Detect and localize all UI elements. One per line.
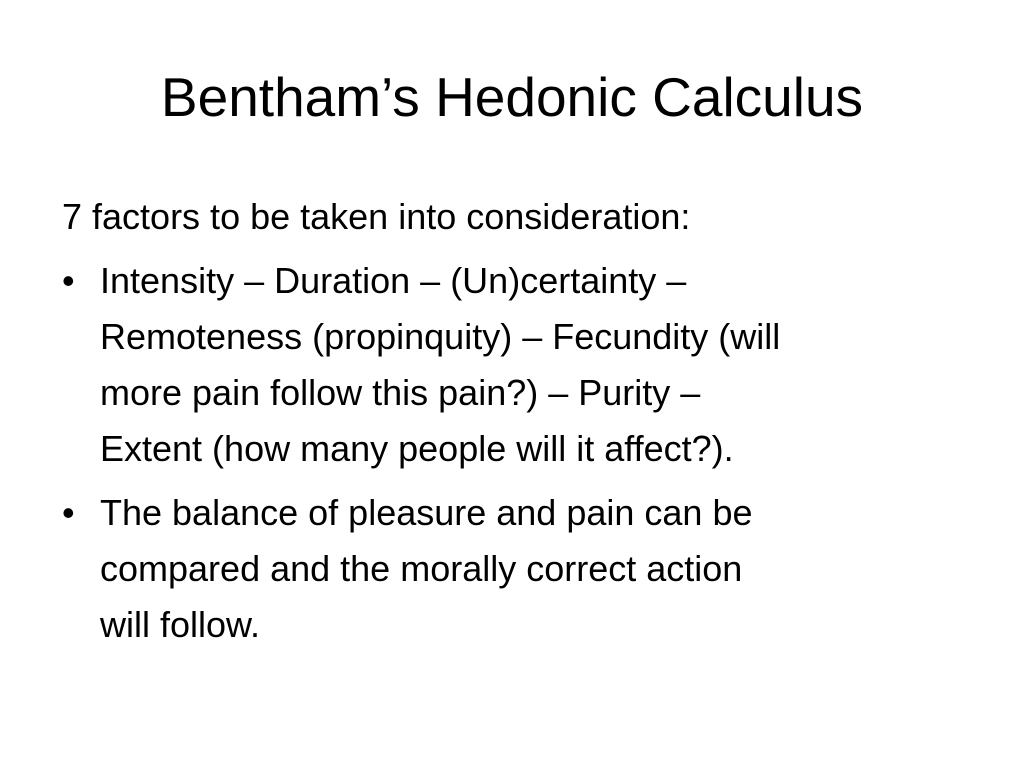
slide-title: Bentham’s Hedonic Calculus (160, 66, 864, 128)
bullet-item-factors (62, 253, 982, 477)
bullet-line: more pain follow this pain?) – Purity – (100, 372, 701, 413)
bullet-line: Extent (how many people will it affect?). (100, 428, 734, 469)
bullet-line: compared and the morally correct action (100, 548, 743, 589)
bullet-item-balance (62, 485, 982, 653)
bullet-marker: • (62, 492, 75, 533)
bullet-line: will follow. (100, 604, 261, 645)
bullet-text (100, 260, 780, 469)
slide-body (62, 189, 982, 653)
bullet-marker: • (62, 260, 75, 301)
bullet-text (100, 492, 752, 645)
bullet-line: Intensity – Duration – (Un)certainty – (100, 260, 687, 301)
bullet-line: Remoteness (propinquity) – Fecundity (will (100, 316, 781, 357)
bullet-list (62, 253, 982, 653)
intro-text: 7 factors to be taken into consideration: (62, 196, 691, 237)
bullet-line: The balance of pleasure and pain can be (100, 492, 753, 533)
